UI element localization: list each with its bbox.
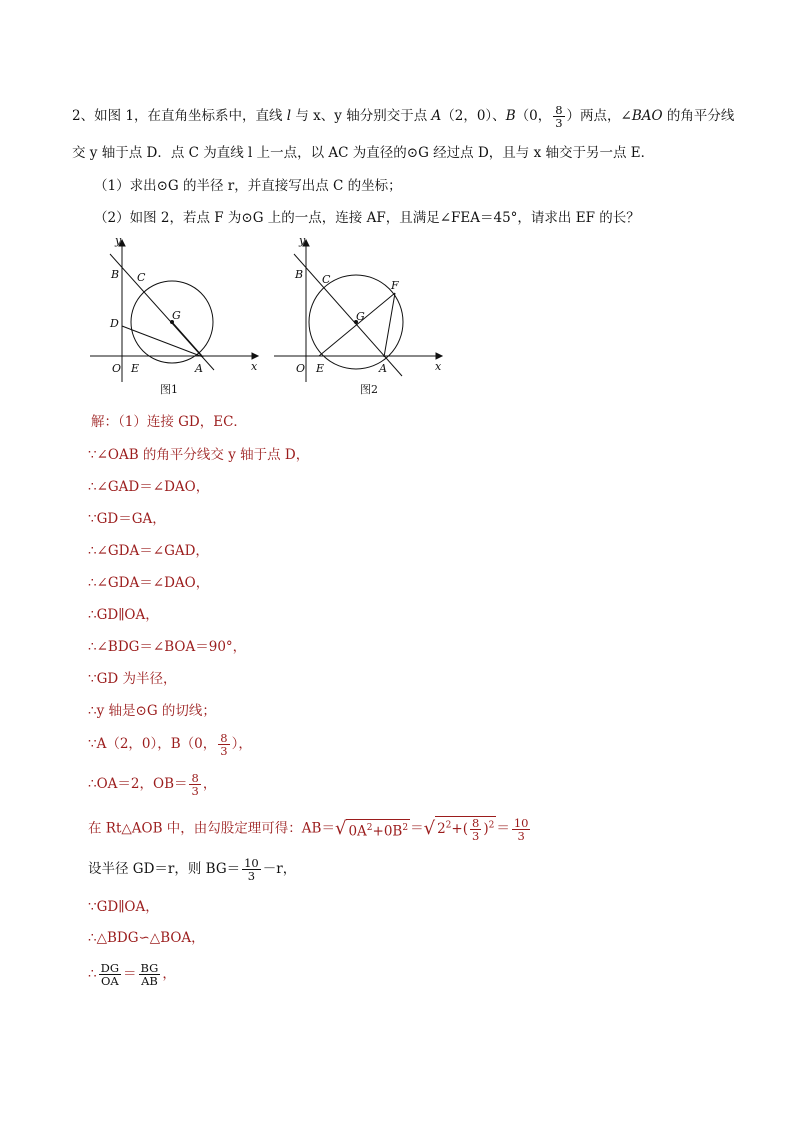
x-axis-arrow-icon [436, 353, 442, 359]
text: ＝ [123, 966, 137, 982]
fraction: $\frac{10}{3}$ [513, 815, 529, 843]
text: ， [162, 966, 176, 982]
label-o: O [112, 362, 122, 375]
text: 的角平分线 [662, 108, 735, 124]
label-x: x [251, 360, 258, 373]
problem-line-1 [72, 104, 734, 129]
text: B [505, 108, 516, 124]
x-axis-arrow-icon [252, 353, 258, 359]
label-a: A [379, 362, 387, 375]
label-d: D [110, 317, 119, 330]
fraction: $\frac{8}{3}$ [555, 103, 563, 130]
text: ＝ [496, 820, 510, 837]
solution-line-5: ∴∠GDA＝∠GAD， [88, 543, 209, 559]
text: BAO [631, 108, 663, 124]
fraction: $\frac{8}{3}$ [472, 816, 480, 843]
solution-line-2: ∵∠OAB 的角平分线交 y 轴于点 D， [88, 447, 310, 463]
line-l [294, 254, 402, 376]
figure-2-caption: 图2 [360, 383, 378, 396]
segment-da [122, 326, 203, 357]
label-e: E [316, 362, 325, 375]
text: l [286, 108, 292, 124]
label-b: B [295, 268, 304, 281]
fraction: $\frac{8}{3}$ [191, 771, 199, 798]
text: ∴OA＝2，OB＝ [88, 776, 188, 792]
text: ∴ [88, 966, 97, 982]
sqrt-content: $2^2+$( $\frac{8}{3}$ )$^2$ [437, 816, 495, 843]
label-g: G [356, 310, 365, 323]
solution-line-15: ∵GD∥OA， [88, 899, 159, 915]
label-y: y [299, 236, 306, 247]
label-f: F [391, 279, 399, 292]
text: 2、如图 1，在直角坐标系中，直线 [72, 108, 287, 124]
sqrt-content: $0A^2+0B^2$ [346, 819, 410, 840]
solution-line-7: ∴GD∥OA， [88, 607, 159, 623]
fraction: $\frac{DG}{OA}$ [100, 961, 120, 988]
fraction: $\frac{BG}{AB}$ [140, 961, 159, 988]
solution-line-4: ∵GD＝GA， [88, 511, 166, 527]
sqrt-icon: √ [423, 818, 436, 839]
solution-line-13 [88, 816, 532, 842]
solution-line-11 [88, 732, 252, 757]
solution-line-14 [88, 857, 296, 882]
text: ）两点，∠ [566, 108, 632, 124]
text: （0， [515, 108, 552, 124]
segment-ef [319, 293, 395, 356]
label-y: y [115, 236, 122, 247]
label-o: O [296, 362, 306, 375]
label-a: A [195, 362, 203, 375]
text: ＝ [410, 820, 424, 837]
text: 与 x、y 轴分别交于点 [291, 108, 432, 124]
solution-line-3: ∴∠GAD＝∠DAO， [88, 479, 210, 495]
label-c: C [322, 273, 331, 286]
solution-line-12 [88, 772, 216, 797]
solution-line-16: ∴△BDG∽△BOA， [88, 930, 205, 946]
label-g: G [172, 309, 181, 322]
line-l [110, 254, 214, 370]
solution-line-8: ∴∠BDG＝∠BOA＝90°， [88, 639, 247, 655]
text: 在 Rt△AOB 中，由勾股定理可得：AB＝ [88, 820, 335, 837]
solution-line-1: 解：（1）连接 GD，EC． [91, 414, 247, 430]
label-e: E [131, 362, 140, 375]
text: （2，0）、 [441, 108, 506, 124]
figure-2 [272, 236, 450, 398]
label-c: C [137, 271, 146, 284]
text: ）， [231, 736, 252, 752]
solution-line-9: ∵GD 为半径， [88, 671, 177, 687]
segment-ga [172, 322, 203, 357]
solution-line-17 [88, 962, 176, 987]
question-1: （1）求出⊙G 的半径 r，并直接写出点 C 的坐标； [94, 178, 402, 194]
sqrt-icon: √ [334, 818, 347, 839]
problem-line-2: 交 y 轴于点 D．点 C 为直线 l 上一点，以 AC 为直径的⊙G 经过点 D，且与 x 轴交于另一点 E． [72, 145, 655, 161]
solution-line-10: ∴y 轴是⊙G 的切线； [88, 703, 216, 719]
segment-af [384, 293, 395, 357]
question-2: （2）如图 2，若点 F 为⊙G 上的一点，连接 AF，且满足∠FEA＝45°，请求出 EF 的长？ [94, 210, 640, 226]
label-x: x [435, 360, 442, 373]
fraction: $\frac{10}{3}$ [244, 856, 259, 883]
figure-1-caption: 图1 [160, 383, 178, 396]
text: －r， [262, 861, 297, 877]
text: A [431, 108, 442, 124]
solution-line-6: ∴∠GDA＝∠DAO， [88, 575, 210, 591]
text: ， [202, 776, 217, 792]
figure-1 [88, 236, 266, 398]
text: 设半径 GD＝r，则 BG＝ [88, 861, 241, 877]
fraction: $\frac{8}{3}$ [220, 731, 228, 758]
text: ∵A（2，0），B（0， [88, 736, 217, 752]
label-b: B [111, 268, 120, 281]
